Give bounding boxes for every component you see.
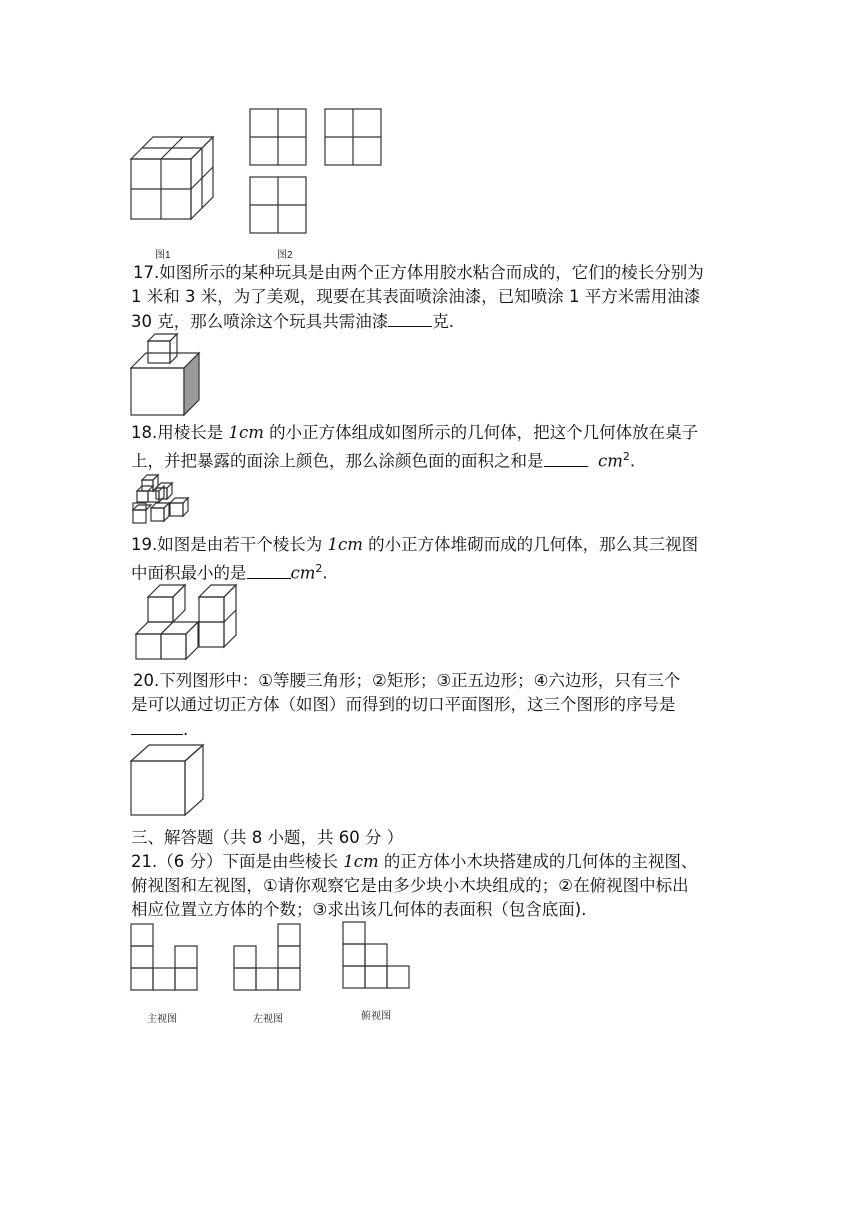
q21-line-2: 俯视图和左视图，①请你观察它是由多少块小木块组成的；②在俯视图中标出 (131, 876, 689, 895)
q17-line-2: 1 米和 3 米，为了美观，现要在其表面喷涂油漆，已知喷涂 1 平方米需用油漆 (131, 287, 701, 306)
q17-line-3: 30 克，那么喷涂这个玩具共需油漆 克. (131, 312, 454, 331)
q20-line-2: 是可以通过切正方体（如图）而得到的切口平面图形，这三个图形的序号是 (131, 695, 676, 714)
figure-1-caption: 图1 (155, 250, 171, 261)
q21-caption-front: 主视图 (147, 1014, 177, 1025)
q19-line-1: 19.如图是由若干个棱长为 1cm 的小正方体堆砌而成的几何体，那么其三视图 (131, 535, 699, 554)
q21-line-3: 相应位置立方体的个数；③求出该几何体的表面积（包含底面). (131, 900, 587, 919)
q20-line-3: . (131, 718, 188, 741)
section-3-title: 三、解答题（共 8 小题，共 60 分 ） (131, 828, 404, 847)
q19-line-2: 中面积最小的是 $cm^2$. (131, 562, 328, 583)
q17-line-1: 17.如图所示的某种玩具是由两个正方体用胶水粘合而成的，它们的棱长分别为 (133, 263, 704, 282)
q18-line-2: 上，并把暴露的面涂上颜色，那么涂颜色面的面积之和是 $cm^2$. (131, 450, 636, 471)
q21-line-1: 21.（6 分）下面是由些棱长 1cm 的正方体小木块搭建成的几何体的主视图、 (131, 852, 698, 871)
q18-line-1: 18.用棱长是 1cm 的小正方体组成如图所示的几何体，把这个几何体放在桌子 (131, 423, 699, 442)
q21-caption-left: 左视图 (253, 1014, 283, 1025)
figure-2-caption: 图2 (277, 250, 293, 261)
q21-caption-top: 俯视图 (361, 1011, 391, 1022)
q20-line-1: 20.下列图形中：①等腰三角形；②矩形；③正五边形；④六边形，只有三个 (133, 671, 681, 690)
